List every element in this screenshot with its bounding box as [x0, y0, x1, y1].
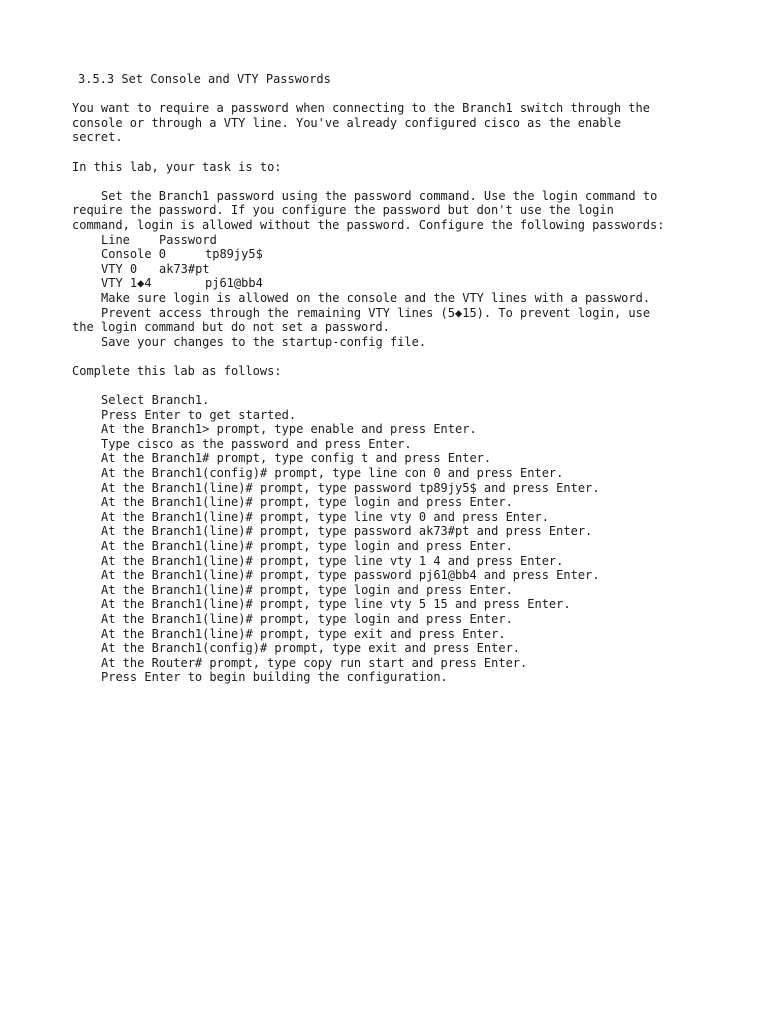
step-item: At the Branch1(line)# prompt, type login and press Enter.	[101, 611, 513, 626]
task-list	[72, 189, 712, 350]
step-item: At the Branch1(line)# prompt, type line vty 5 15 and press Enter.	[101, 597, 571, 612]
step-item: At the Branch1(line)# prompt, type password ak73#pt and press Enter.	[101, 524, 593, 539]
step-item: Select Branch1.	[101, 393, 210, 408]
task-heading: In this lab, your task is to:	[72, 159, 282, 174]
step-item: At the Branch1(line)# prompt, type line vty 0 and press Enter.	[101, 509, 549, 524]
table-cell-line: VTY 0	[101, 261, 138, 276]
intro-line: You want to require a password when connecting to the Branch1 switch through the	[72, 101, 650, 116]
task-prevent-access: Prevent access through the remaining VTY lines (5◆15). To prevent login, use	[101, 305, 651, 320]
table-cell-line: Console 0	[101, 247, 167, 262]
step-item: At the Branch1(line)# prompt, type login and press Enter.	[101, 539, 513, 553]
password-table-row	[72, 262, 712, 277]
spacer	[72, 174, 712, 189]
password-table-row	[72, 276, 712, 291]
password-table-header	[72, 233, 712, 248]
table-header-password: Password	[159, 232, 217, 247]
steps-list	[72, 393, 712, 685]
password-table-row	[72, 247, 712, 262]
step-item: At the Branch1(line)# prompt, type password tp89jy5$ and press Enter.	[101, 480, 600, 495]
step-item: At the Branch1(line)# prompt, type line vty 1 4 and press Enter.	[101, 553, 564, 568]
intro-line: console or through a VTY line. You've already configured cisco as the enable	[72, 115, 622, 130]
task-password-instruction-cont: command, login is allowed without the password. Configure the following passwords:	[72, 217, 665, 232]
task-password-instruction-cont: require the password. If you configure the password but don't use the login	[72, 203, 614, 218]
spacer	[72, 145, 712, 160]
intro-line: secret.	[72, 130, 123, 145]
step-item: Type cisco as the password and press Enter.	[101, 436, 412, 451]
table-cell-password: pj61@bb4	[205, 276, 263, 291]
spacer	[72, 87, 712, 102]
step-item: At the Branch1(config)# prompt, type line con 0 and press Enter.	[101, 466, 564, 481]
task-prevent-access-cont: the login command but do not set a password.	[72, 320, 390, 335]
intro-paragraph	[72, 101, 712, 145]
table-cell-line: VTY 1◆4	[101, 276, 152, 291]
table-header-line: Line	[101, 232, 130, 247]
spacer	[72, 349, 712, 364]
step-item: Press Enter to begin building the configuration.	[101, 670, 448, 685]
step-item: At the Branch1(line)# prompt, type password pj61@bb4 and press Enter.	[101, 568, 600, 583]
document-title: 3.5.3 Set Console and VTY Passwords	[78, 72, 331, 86]
step-item: At the Branch1(line)# prompt, type exit and press Enter.	[101, 626, 506, 641]
task-save: Save your changes to the startup-config file.	[101, 334, 427, 349]
task-login-note: Make sure login is allowed on the console and the VTY lines with a password.	[101, 290, 651, 305]
spacer	[72, 378, 712, 393]
task-password-instruction: Set the Branch1 password using the password command. Use the login command to	[101, 188, 658, 203]
step-item: At the Branch1# prompt, type config t and press Enter.	[101, 451, 492, 466]
password-table	[72, 233, 712, 291]
step-item: At the Router# prompt, type copy run start and press Enter.	[101, 655, 528, 670]
step-item: At the Branch1> prompt, type enable and press Enter.	[101, 422, 477, 437]
table-cell-password: ak73#pt	[159, 261, 210, 276]
step-item: At the Branch1(line)# prompt, type login and press Enter.	[101, 582, 513, 597]
step-item: Press Enter to get started.	[101, 407, 297, 422]
step-item: At the Branch1(line)# prompt, type login and press Enter.	[101, 495, 513, 510]
table-cell-password: tp89jy5$	[205, 247, 263, 262]
document-body	[72, 72, 712, 685]
step-item: At the Branch1(config)# prompt, type exit and press Enter.	[101, 641, 521, 656]
steps-heading: Complete this lab as follows:	[72, 363, 282, 378]
